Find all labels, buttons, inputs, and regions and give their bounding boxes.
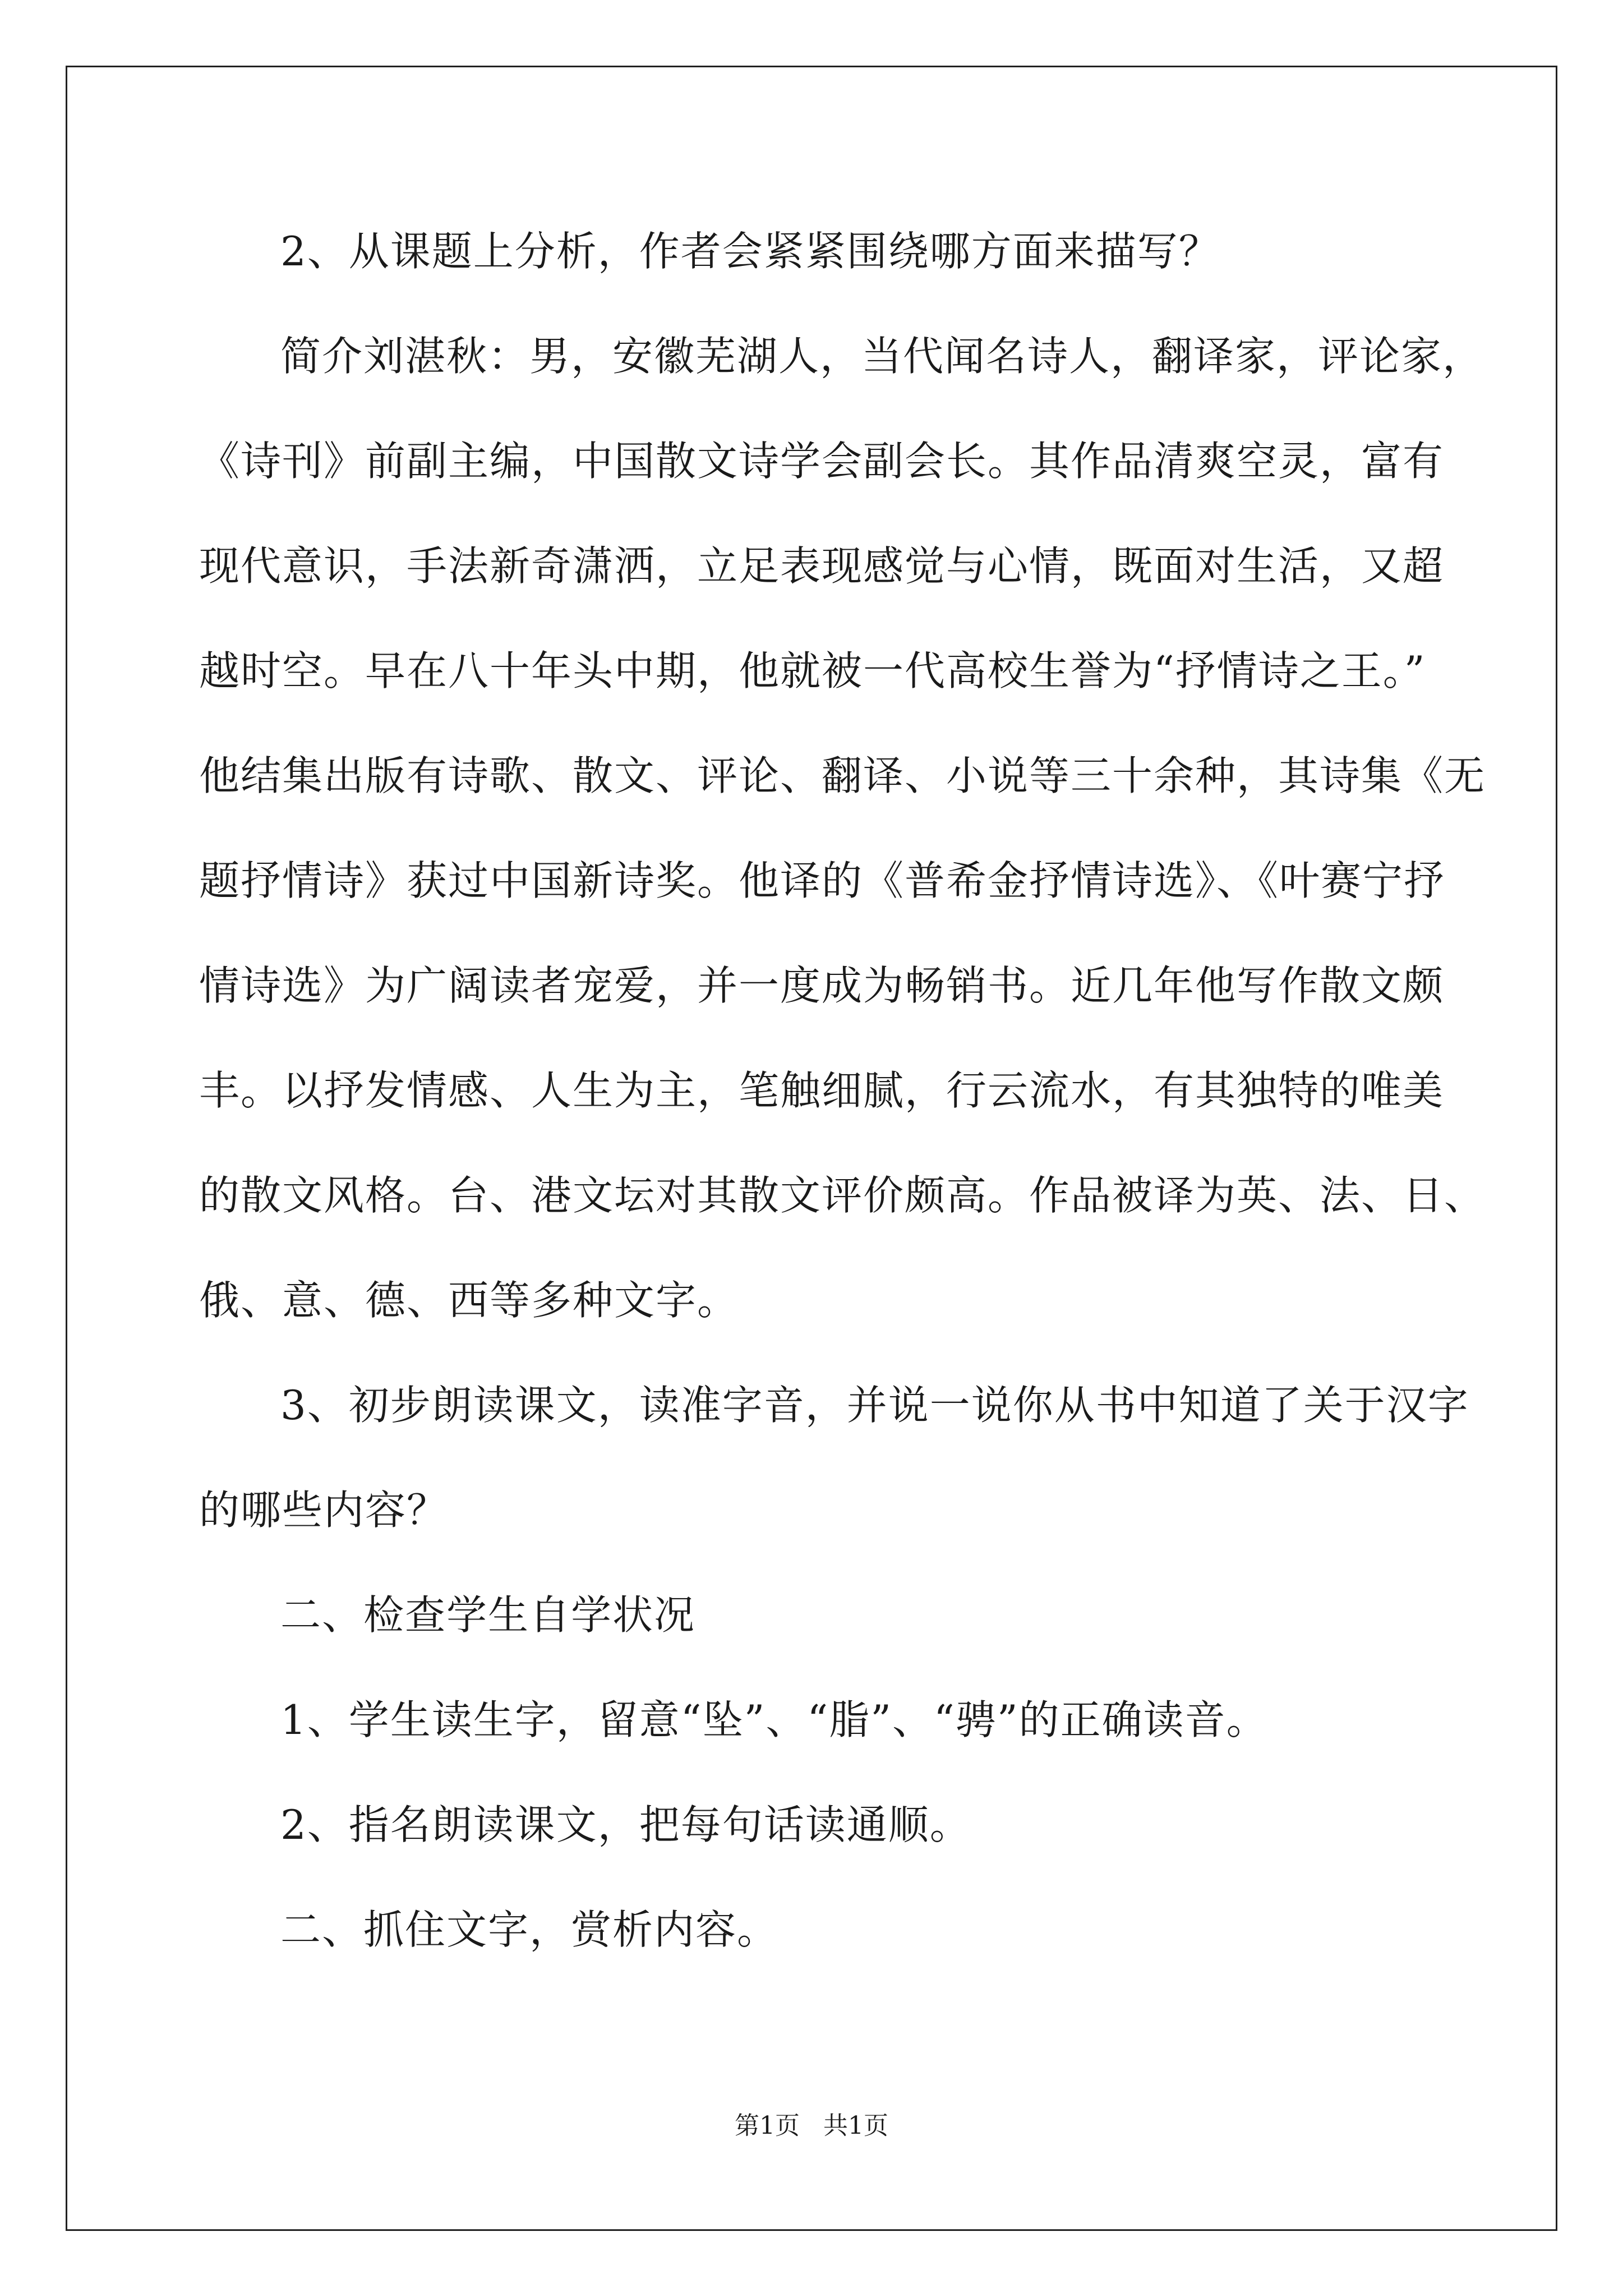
paragraph-line: 题抒情诗》获过中国新诗奖。他译的《普希金抒情诗选》、《叶赛宁抒 [199,857,1446,904]
paragraph-line: 的哪些内容？ [199,1487,449,1534]
page-number: 第1页 共1页 [735,2111,888,2140]
paragraph-line: 简介刘湛秋：男，安徽芜湖人，当代闻名诗人，翻译家，评论家， [280,333,1484,380]
paragraph-1 [280,199,1481,304]
paragraph-line: 3、初步朗读课文，读准字音，并说一说你从书中知道了关于汉字 [280,1382,1469,1429]
paragraph-line: 2、从课题上分析，作者会紧紧围绕哪方面来描写？ [280,228,1220,275]
paragraph-line: 1、学生读生字，留意“坠”、“脂”、“骋”的正确读音。 [280,1696,1268,1743]
paragraph-4 [280,1563,1481,1668]
paragraph-line: 二、检查学生自学状况 [280,1591,696,1639]
paragraph-line: 现代意识，手法新奇潇洒，立足表现感觉与心情，既面对生活，又超 [199,542,1445,590]
paragraph-line: 俄、意、德、西等多种文字。 [199,1277,739,1324]
paragraph-line: 情诗选》为广阔读者宠爱，并一度成为畅销书。近几年他写作散文颇 [199,962,1445,1009]
paragraph-line: 的散文风格。台、港文坛对其散文评价颇高。作品被译为英、法、日、 [199,1172,1486,1219]
page-footer [0,2109,1623,2143]
paragraph-6 [280,1773,1481,1878]
paragraph-line: 2、指名朗读课文，把每句话读通顺。 [280,1801,971,1848]
paragraph-line: 他结集出版有诗歌、散文、评论、翻译、小说等三十余种，其诗集《无 [199,752,1486,799]
paragraph-5 [280,1668,1481,1773]
paragraph-7 [280,1878,1481,1982]
paragraph-line: 越时空。早在八十年头中期，他就被一代高校生誉为“抒情诗之王。” [199,647,1426,694]
paragraph-line: 《诗刊》前副主编，中国散文诗学会副会长。其作品清爽空灵，富有 [199,438,1445,485]
paragraph-line: 丰。以抒发情感、人生为主，笔触细腻，行云流水，有其独特的唯美 [199,1067,1445,1114]
paragraph-3 [199,1353,1478,1563]
paragraph-line: 二、抓住文字，赏析内容。 [280,1906,779,1953]
paragraph-2 [199,304,1486,1353]
